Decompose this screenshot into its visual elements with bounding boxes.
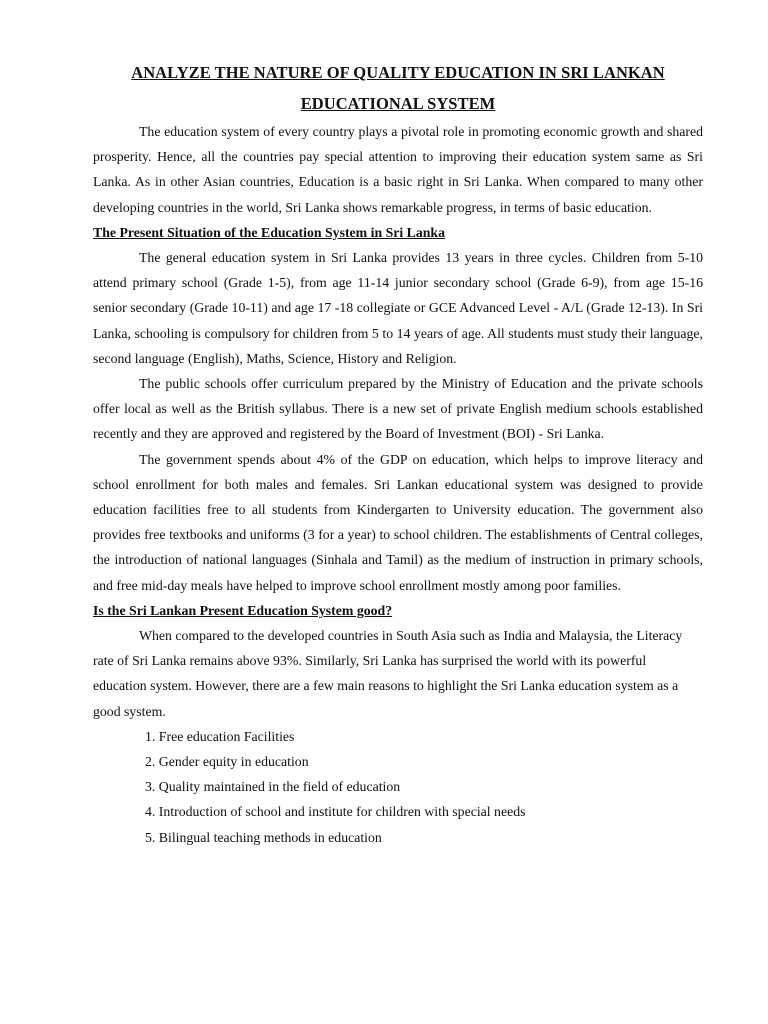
document-title-line-2: EDUCATIONAL SYSTEM: [300, 94, 496, 113]
document-title: [93, 57, 703, 119]
list-item: 1. Free education Facilities: [145, 728, 295, 744]
paragraph-public-schools: The public schools offer curriculum prepared by the Ministry of Education and the private schools offer local as well as the British syllabus. There is a new set of private English medium schools established recently and they are approved and registered by the Board of Investment (BOI) - Sri Lanka.: [93, 376, 703, 442]
intro-paragraph: The education system of every country plays a pivotal role in promoting economic growth and shared prosperity. Hence, all the countries pay special attention to improving their education system same as Sri Lanka. As in other Asian countries, Education is a basic right in Sri Lanka. When compared to many other developing countries in the world, Sri Lanka shows remarkable progress, in terms of basic education.: [93, 124, 703, 215]
list-item: 4. Introduction of school and institute for children with special needs: [145, 804, 526, 820]
document-title-line-1: ANALYZE THE NATURE OF QUALITY EDUCATION IN SRI LANKAN: [131, 63, 665, 82]
section-heading-present-situation: The Present Situation of the Education System in Sri Lanka: [93, 224, 445, 240]
paragraph-general-education: The general education system in Sri Lanka provides 13 years in three cycles. Children from 5-10 attend primary school (Grade 1-5), from age 11-14 junior secondary school (Grade 6-9), from age 15-16 senior secondary (Grade 10-11) and age 17 -18 collegiate or GCE Advanced Level - A/L (Grade 12-13). In Sri Lanka, schooling is compulsory for children from 5 to 14 years of age. All students must study their language, second language (English), Maths, Science, History and Religion.: [93, 250, 703, 366]
reasons-list: [93, 724, 703, 850]
paragraph-literacy-rate: When compared to the developed countries in South Asia such as India and Malaysia, the Literacy rate of Sri Lanka remains above 93%. Similarly, Sri Lanka has surprised the world with its powerful education system. However, there are a few main reasons to highlight the Sri Lanka education system as a good system.: [93, 628, 683, 719]
list-item: 2. Gender equity in education: [145, 754, 309, 770]
paragraph-government-spending: The government spends about 4% of the GDP on education, which helps to improve literacy and school enrollment for both males and females. Sri Lankan educational system was designed to provide education facilities free to all students from Kindergarten to University education. The government also provides free textbooks and uniforms (3 for a year) to school children. The establishments of Central colleges, the introduction of national languages (Sinhala and Tamil) as the medium of instruction in primary schools, and free mid-day meals have helped to improve school enrollment mostly among poor families.: [93, 451, 703, 593]
list-item: 5. Bilingual teaching methods in education: [145, 829, 382, 845]
list-item: 3. Quality maintained in the field of education: [145, 779, 401, 795]
document-page: [93, 57, 703, 850]
section-heading-is-system-good: Is the Sri Lankan Present Education System good?: [93, 602, 393, 618]
